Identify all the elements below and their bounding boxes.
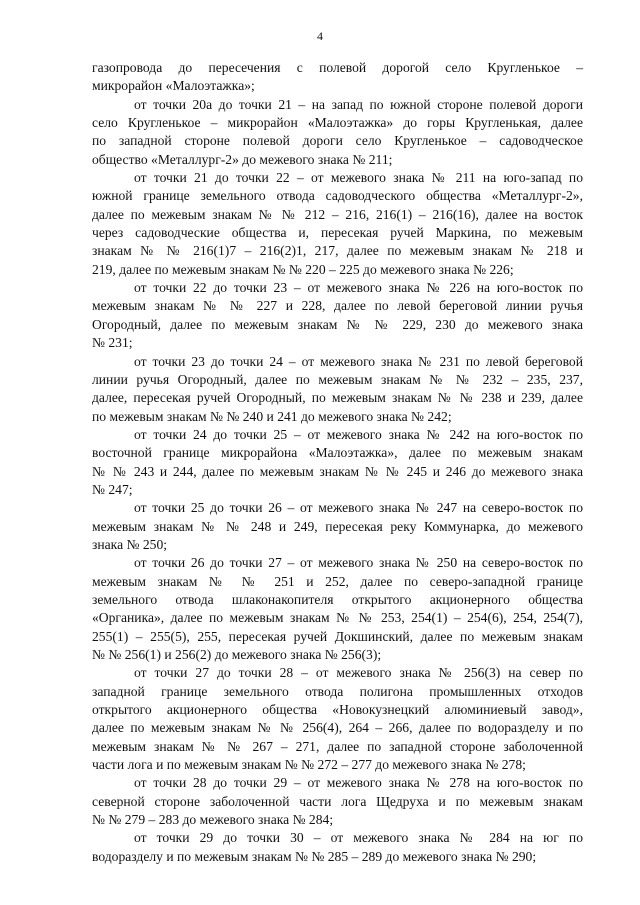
text-line: 255(1) – 255(5), 255, пересекая ручей Докшинский, далее по межевым знакам (92, 628, 583, 644)
text-line: знакам № № 216(1)7 – 216(2)1, 217, далее по межевым знакам № 218 и (92, 243, 583, 259)
page-number: 4 (317, 29, 323, 43)
text-line: от точки 23 до точки 24 – от межевого знака № 231 по левой береговой (134, 353, 583, 369)
text-line: через садоводческие общества и, пересекая ручей Маркина, по межевым (92, 225, 583, 241)
text-line: микрорайон «Малоэтажка»; (92, 78, 255, 94)
text-line: общество «Металлург-2» до межевого знака № 211; (92, 151, 393, 167)
text-line: село Кругленькое – микрорайон «Малоэтажка» до горы Кругленькая, далее (92, 115, 583, 131)
text-line: северной стороне заболоченной части лога Щедруха и по межевым знакам (92, 793, 583, 809)
text-line: знака № 250; (92, 536, 168, 552)
text-line: Огородный, далее по межевым знакам № № 229, 230 до межевого знака (92, 316, 583, 332)
text-line: межевым знакам № № 267 – 271, далее по западной стороне заболоченной (92, 738, 583, 754)
text-line: по западной стороне полевой дороги село Кругленькое – садоводческое (92, 133, 583, 149)
document-body (92, 59, 583, 866)
text-line: межевым знакам № № 227 и 228, далее по левой береговой линии ручья (92, 298, 583, 314)
text-line: № 247; (92, 481, 133, 497)
text-line: далее, пересекая ручей Огородный, по межевым знакам № № 238 и 239, далее (92, 390, 583, 406)
text-line: газопровода до пересечения с полевой дорогой село Кругленькое – (92, 60, 583, 75)
text-line: межевым знакам № № 248 и 249, пересекая реку Коммунарка, до межевого (92, 518, 583, 534)
text-line: № № 279 – 283 до межевого знака № 284; (92, 812, 334, 828)
text-line: далее по межевым знакам № № 256(4), 264 – 266, далее по водоразделу и по (92, 720, 583, 736)
text-line: 219, далее по межевым знакам № № 220 – 225 до межевого знака № 226; (92, 261, 514, 277)
text-line: южной границе земельного отвода садоводческого общества «Металлург-2», (92, 188, 583, 204)
text-line: от точки 29 до точки 30 – от межевого знака № 284 на юг по (134, 830, 583, 846)
text-line: «Органика», далее по межевым знакам № № 253, 254(1) – 254(6), 254, 254(7), (92, 610, 583, 626)
text-line: открытого акционерного общества «Новокузнецкий алюминиевый завод», (92, 702, 583, 718)
text-line: межевым знакам № № 251 и 252, далее по северо-западной границе (92, 573, 583, 589)
text-line: от точки 21 до точки 22 – от межевого знака № 211 на юго-запад по (134, 170, 583, 186)
text-line: по межевым знакам № № 240 и 241 до межевого знака № 242; (92, 408, 452, 424)
text-line: № № 256(1) и 256(2) до межевого знака № 256(3); (92, 647, 382, 662)
text-line: № 231; (92, 335, 133, 351)
text-line: от точки 25 до точки 26 – от межевого знака № 247 на северо-восток по (134, 500, 583, 516)
text-line: от точки 22 до точки 23 – от межевого знака № 226 на юго-восток по (134, 280, 583, 296)
text-line: восточной границе микрорайона «Малоэтажка», далее по межевым знакам (92, 445, 583, 461)
text-line: линии ручья Огородный, далее по межевым знакам № № 232 – 235, 237, (92, 371, 583, 387)
text-line: водоразделу и по межевым знакам № № 285 – 289 до межевого знака № 290; (92, 848, 537, 864)
text-line: от точки 27 до точки 28 – от межевого знака № 256(3) на север по (134, 665, 583, 681)
text-line: западной границе земельного отвода полигона промышленных отходов (92, 683, 583, 699)
text-line: части лога и по межевым знакам № № 272 – 277 до межевого знака № 278; (92, 757, 526, 773)
text-line: № № 243 и 244, далее по межевым знакам № № 245 и 246 до межевого знака (92, 463, 583, 479)
text-line: от точки 28 до точки 29 – от межевого знака № 278 на юго-восток по (134, 775, 583, 791)
text-line: от точки 24 до точки 25 – от межевого знака № 242 на юго-восток по (134, 426, 583, 442)
text-line: от точки 20а до точки 21 – на запад по южной стороне полевой дороги (134, 96, 583, 112)
text-line: от точки 26 до точки 27 – от межевого знака № 250 на северо-восток по (134, 555, 583, 571)
text-line: далее по межевым знакам № № 212 – 216, 216(1) – 216(16), далее на восток (92, 206, 583, 222)
text-line: земельного отвода шлаконакопителя открытого акционерного общества (92, 591, 583, 607)
